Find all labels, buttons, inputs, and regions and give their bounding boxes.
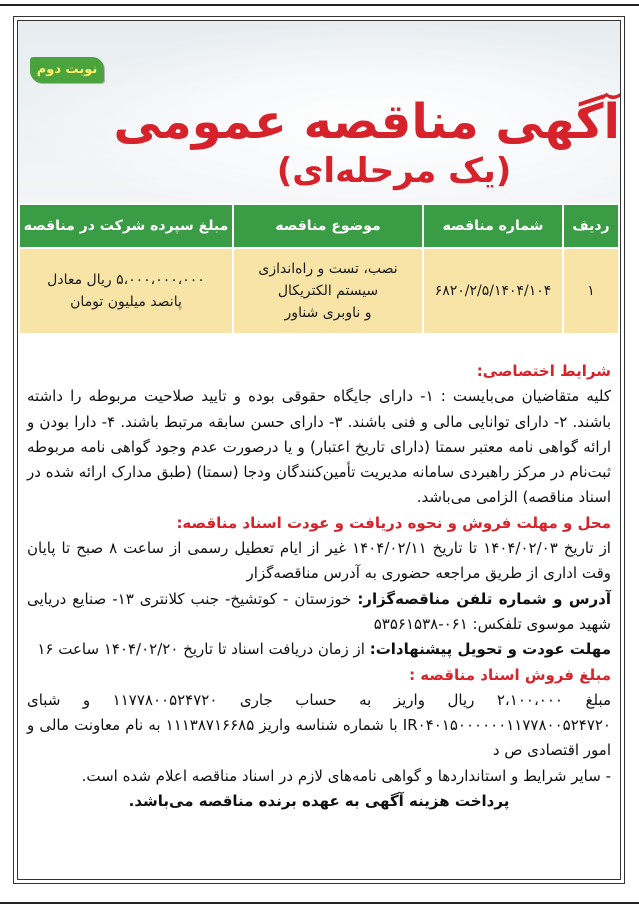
column-header-row-number: ردیف [562,205,618,247]
bottom-rule [0,902,639,904]
table-header-row [20,205,618,247]
documents-sale-text: از تاریخ ۱۴۰۴/۰۲/۰۳ تا تاریخ ۱۴۰۴/۰۲/۱۱ غیر از ایام تعطیل رسمی از ساعت ۸ صبح تا پایان وقت اداری از طریق مراجعه حضوری به آدرس مناقصه‌گزار [27,539,611,583]
ad-cost-note: پرداخت هزینه آگهی به عهده برنده مناقصه می‌باشد. [128,792,510,811]
documents-fee-section [27,663,611,764]
address-text: خوزستان - کوتشیخ- جنب کلانتری ۱۳- صنایع دریایی شهید موسوی تلفکس: ۰۶۱-۵۳۵۶۱۵۳۸ [27,589,611,633]
submission-deadline-label: مهلت عودت و تحویل پیشنهادات: [369,640,611,659]
documents-fee-heading: مبلغ فروش اسناد مناقصه : [409,665,611,684]
address-label: آدرس و شماره تلفن مناقصه‌گزار: [357,589,612,608]
address-section [27,587,611,638]
notice-inner-frame [17,20,621,880]
column-header-subject: موضوع مناقصه [232,205,422,247]
documents-sale-section [27,511,611,587]
issue-badge: نوبت دوم [30,57,104,83]
tender-subject-line: و ناوبری شناور [284,305,372,321]
submission-deadline-section [27,637,611,662]
tender-subject [232,249,422,333]
row-number: ۱ [562,249,618,333]
documents-sale-heading: محل و مهلت فروش و نحوه دریافت و عودت اسناد مناقصه: [176,513,611,532]
notice-header [18,21,620,203]
special-conditions-section [27,359,611,511]
special-conditions-heading: شرایط اختصاصی: [476,362,611,380]
notice-body [18,359,620,875]
notice-frame [13,16,625,884]
other-conditions: - سایر شرایط و استانداردها و گواهی نامه‌های لازم در اسناد مناقصه اعلام شده است. [81,766,611,785]
deposit-amount-line: پانصد میلیون تومان [70,294,182,310]
special-conditions-text: کلیه متقاضیان می‌بایست : ۱- دارای جایگاه حقوقی بوده و تایید صلاحیت مربوطه را داشته باشند. ۲- دارای توانایی مالی و فنی باشند. ۳- دارای حسن سابقه مرتبط باشند. ۴- دارا بودن و ارائه گواهی نامه معتبر سمتا (دارای تاریخ اعتبار) و یا درصورت عدم وجود گواهی نامه مربوطه ثبت‌نام در مرکز راهبردی سامانه مدیریت تأمین‌کنندگان ودجا (سمتا) (طبق مدارک ارائه شده در اسناد مناقصه) الزامی می‌باشد. [27,387,612,507]
column-header-tender-number: شماره مناقصه [422,205,562,247]
notice-subtitle: (یک مرحله‌ای) [276,151,512,191]
column-header-deposit: مبلغ سپرده شرکت در مناقصه [23,218,229,234]
notice-title: آگهی مناقصه عمومی [113,94,620,150]
documents-fee-text: مبلغ ۲،۱۰۰،۰۰۰ ریال واریز به حساب جاری ۱۱۷۷۸۰۰۵۲۴۷۲۰ و شبای IR۰۴۰۱۵۰۰۰۰۰۰۱۱۷۷۸۰۰۵۲۴۷۲۰ با شماره شناسه واریز ۱۱۱۳۸۷۱۶۶۸۵ به نام معاونت مالی و امور اقتصادی ص د [27,690,611,760]
tender-subject-line: سیستم الکتریکال [277,283,379,299]
tender-subject-line: نصب، تست و راه‌اندازی [258,261,398,277]
tender-number: ۶۸۲۰/۲/۵/۱۴۰۴/۱۰۴ [422,249,562,333]
deposit-amount [20,249,232,333]
table-row [20,247,618,333]
submission-deadline-text: از زمان دریافت اسناد تا تاریخ ۱۴۰۴/۰۲/۲۰ ساعت ۱۶ [37,640,370,659]
tender-table [20,205,618,333]
top-rule [0,4,639,6]
deposit-amount-line: ۵،۰۰۰،۰۰۰،۰۰۰ ریال معادل [47,272,205,288]
